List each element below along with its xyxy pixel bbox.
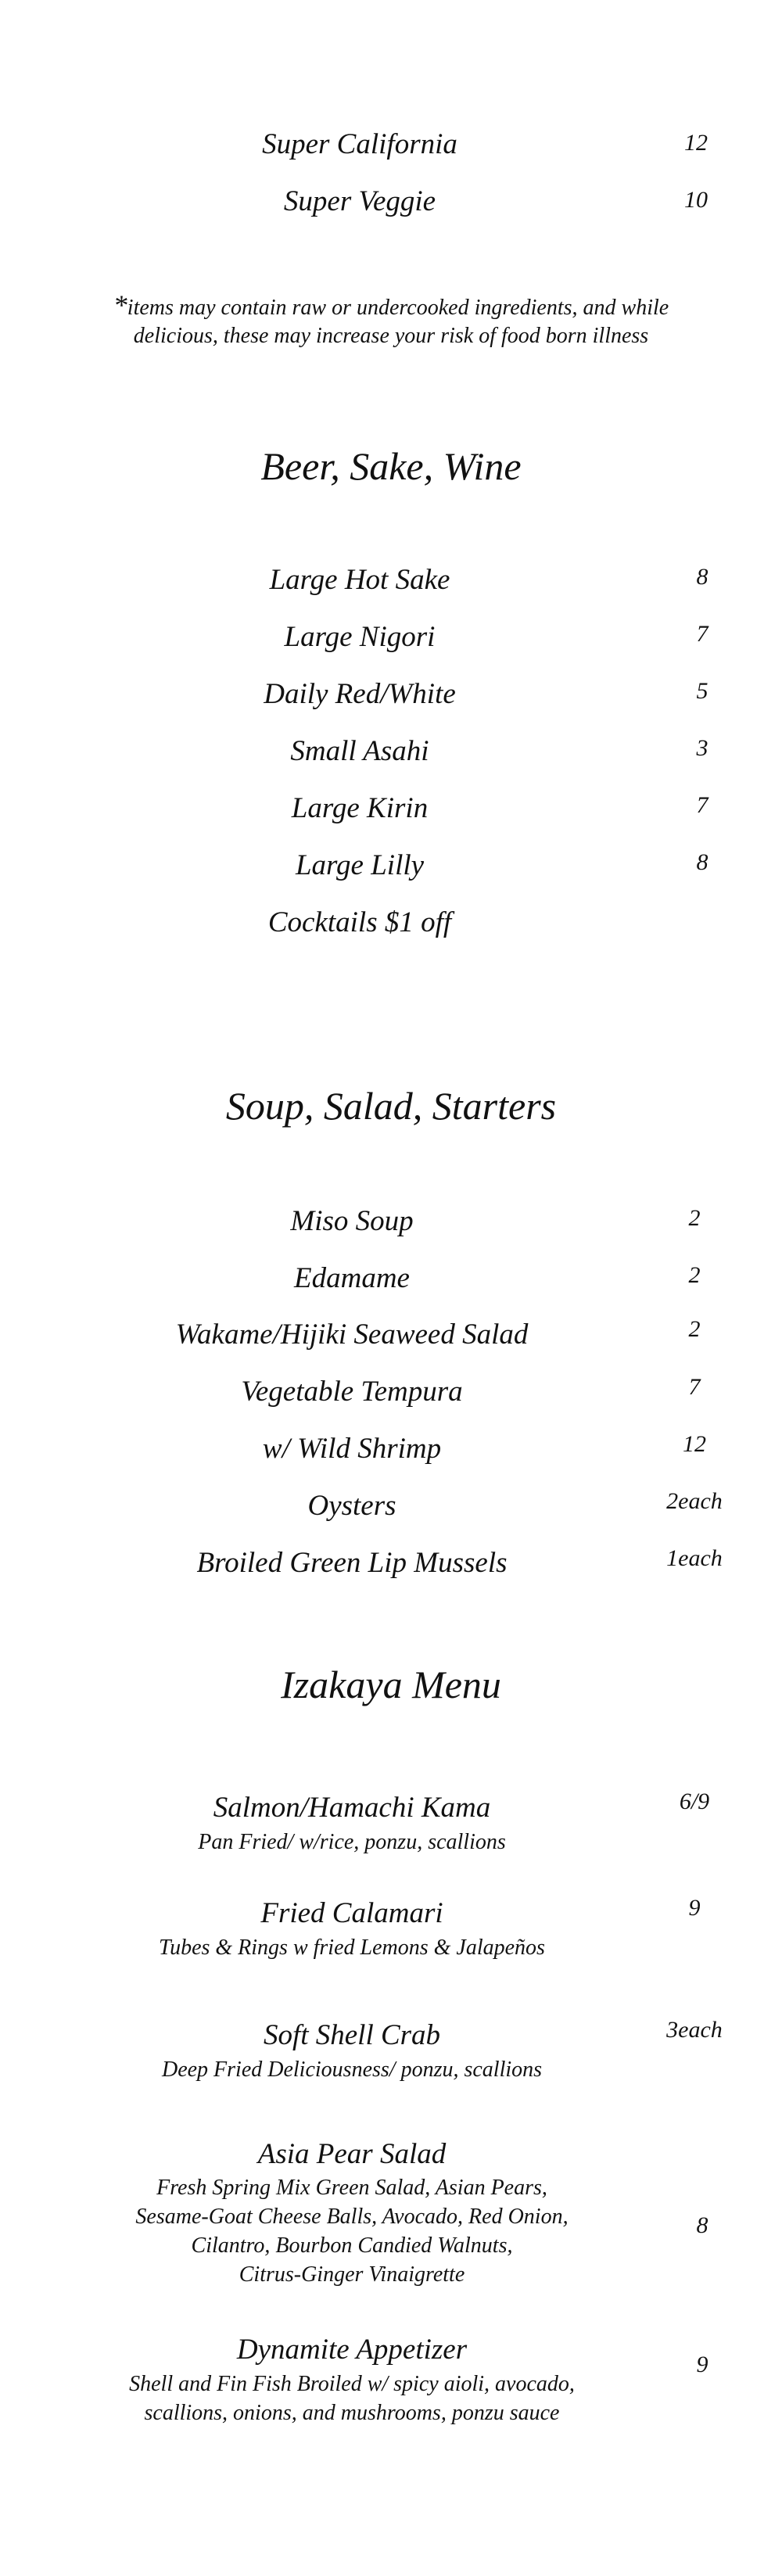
menu-item-price: 3 bbox=[696, 735, 708, 761]
section-title-drinks: Beer, Sake, Wine bbox=[260, 444, 522, 488]
menu-item-price: 2 bbox=[688, 1205, 701, 1231]
menu-item-name: Cocktails $1 off bbox=[267, 906, 452, 938]
menu-item-price: 12 bbox=[683, 1431, 706, 1457]
menu-item-name: Oysters bbox=[307, 1490, 396, 1522]
section-title-izakaya: Izakaya Menu bbox=[281, 1663, 501, 1706]
menu-item-price: 2each bbox=[666, 1488, 723, 1514]
menu-item-description: Shell and Fin Fish Broiled w/ spicy aioli, avocado, bbox=[129, 2372, 575, 2396]
menu-item-description: Cilantro, Bourbon Candied Walnuts, bbox=[191, 2233, 513, 2258]
menu-item-name: Soft Shell Crab bbox=[263, 2019, 441, 2051]
menu-item-description: Tubes & Rings w fried Lemons & Jalapeños bbox=[159, 1936, 545, 1960]
menu-item-name: Vegetable Tempura bbox=[241, 1376, 463, 1408]
menu-item-price: 1each bbox=[666, 1545, 723, 1571]
menu-item-price: 6/9 bbox=[679, 1788, 710, 1814]
menu-item-name: Large Hot Sake bbox=[269, 564, 450, 596]
menu-item-name: Large Lilly bbox=[295, 849, 425, 881]
menu-item-price: 9 bbox=[688, 1895, 701, 1921]
menu-item-description: Sesame-Goat Cheese Balls, Avocado, Red Onion, bbox=[135, 2205, 569, 2229]
menu-item-price: 8 bbox=[696, 2212, 708, 2238]
menu-item-name: Large Nigori bbox=[284, 621, 436, 653]
menu-item-price: 9 bbox=[696, 2352, 708, 2377]
section-title-starters: Soup, Salad, Starters bbox=[225, 1084, 557, 1128]
menu-item-price: 3each bbox=[666, 2017, 723, 2043]
raw-food-disclaimer bbox=[0, 291, 782, 350]
menu-item-description: Pan Fried/ w/rice, ponzu, scallions bbox=[198, 1830, 506, 1854]
menu-item-name: Daily Red/White bbox=[264, 678, 456, 710]
menu-item-price: 7 bbox=[696, 621, 708, 647]
disclaimer-asterisk: * bbox=[113, 289, 127, 321]
menu-item-name: Super Veggie bbox=[283, 185, 436, 217]
menu-item-name: Wakame/Hijiki Seaweed Salad bbox=[175, 1318, 529, 1351]
menu-item-price: 10 bbox=[684, 187, 708, 213]
menu-item-description: Fresh Spring Mix Green Salad, Asian Pears, bbox=[156, 2176, 547, 2200]
disclaimer-line: items may contain raw or undercooked ingredients, and while bbox=[127, 296, 669, 320]
menu-item-name: Salmon/Hamachi Kama bbox=[213, 1792, 491, 1824]
menu-item-price: 7 bbox=[688, 1374, 701, 1400]
menu-item-price: 5 bbox=[696, 678, 708, 704]
menu-item-name: Large Kirin bbox=[291, 792, 429, 824]
menu-item-name: Miso Soup bbox=[290, 1205, 414, 1237]
menu-item-price: 2 bbox=[688, 1262, 701, 1288]
menu-item-price: 8 bbox=[696, 849, 708, 875]
menu-item-price: 7 bbox=[696, 792, 708, 818]
menu-item-description: Citrus-Ginger Vinaigrette bbox=[239, 2262, 465, 2287]
menu-item-price: 12 bbox=[684, 130, 708, 156]
menu-item-name: Super California bbox=[262, 128, 457, 160]
menu-item-price: 2 bbox=[688, 1316, 701, 1342]
menu-item-name: Dynamite Appetizer bbox=[236, 2334, 468, 2366]
menu-item-name: w/ Wild Shrimp bbox=[262, 1433, 442, 1465]
menu-item-name: Broiled Green Lip Mussels bbox=[196, 1547, 508, 1579]
menu-item-name: Fried Calamari bbox=[260, 1897, 443, 1929]
menu-item-description: scallions, onions, and mushrooms, ponzu sauce bbox=[144, 2401, 560, 2425]
menu-item-name: Small Asahi bbox=[290, 735, 429, 767]
menu-item-name: Asia Pear Salad bbox=[257, 2138, 447, 2170]
disclaimer-line: delicious, these may increase your risk of food born illness bbox=[133, 324, 649, 348]
menu-item-description: Deep Fried Deliciousness/ ponzu, scallions bbox=[161, 2058, 543, 2082]
menu-item-name: Edamame bbox=[294, 1262, 410, 1294]
menu-item-price: 8 bbox=[696, 564, 708, 590]
